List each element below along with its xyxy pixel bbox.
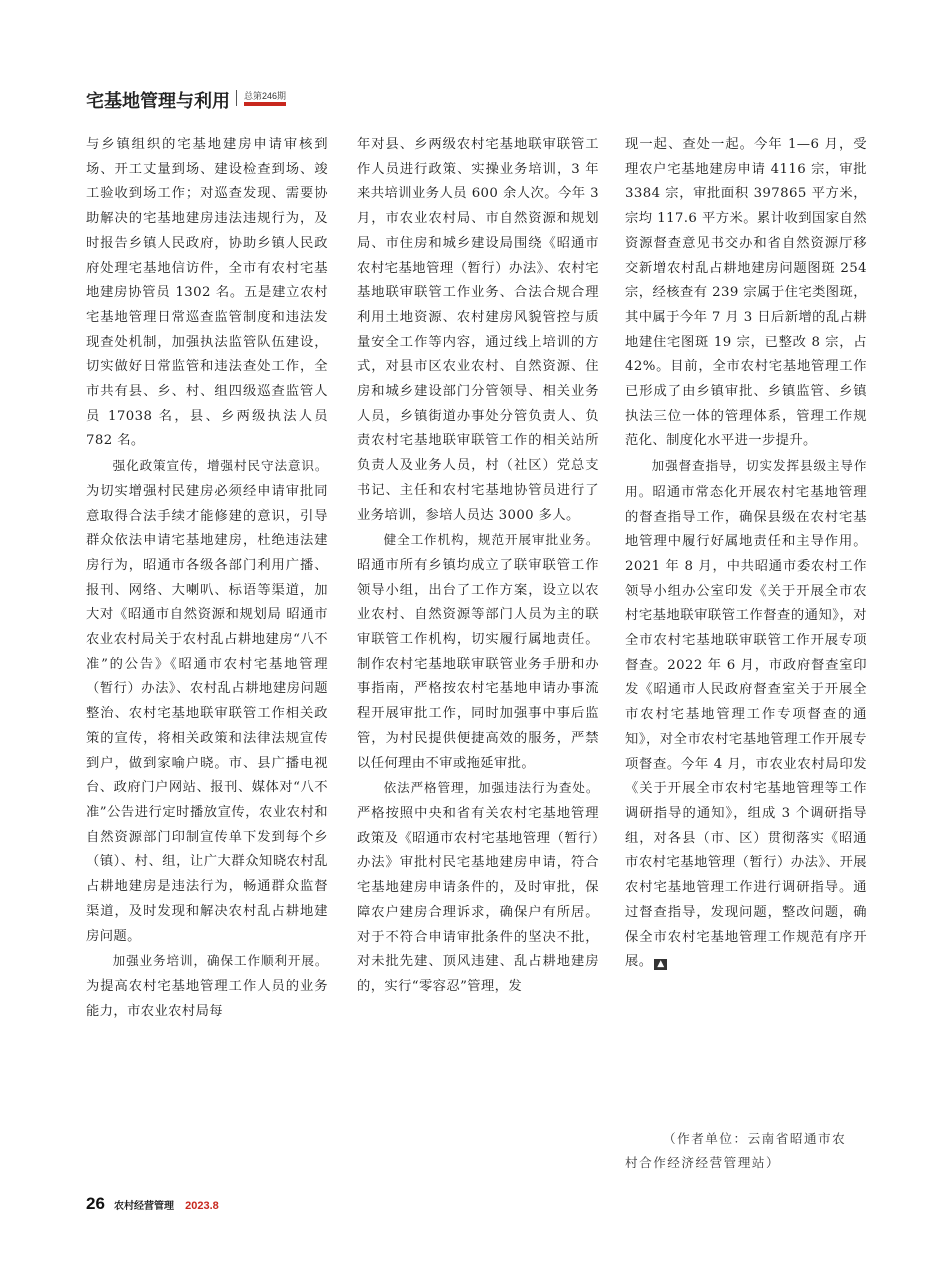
paragraph-lead: 健全工作机构，规范开展审批业务。 bbox=[383, 532, 599, 548]
paragraph-body: 昭通市所有乡镇均成立了联审联管工作领导小组，出台了工作方案，设立以农业农村、自然资源等部门人员为主的联审联管工作机构，切实履行属地责任。制作农村宅基地联审联管业务手册和办事指南，严格按农村宅基地申请办事流程开展审批工作，同时加强事中事后监管，为村民提供便捷高效的服务，严禁以任何理由不审或拖延审批。 bbox=[357, 557, 599, 771]
page-number: 26 bbox=[86, 1194, 105, 1213]
issue-accent-bar bbox=[244, 102, 286, 106]
paragraph-body: 昭通市常态化开展农村宅基地管理的督查指导工作，确保县级在农村宅基地管理中履行好属地责任和主导作用。2021 年 8 月，中共昭通市委农村工作领导小组办公室印发《关于开展全市农村宅基地联审联管工作督查的通知》，对全市农村宅基地联审联管工作开展专项督查。2022 年 6 月，市政府督查室印发《昭通市人民政府督查室关于开展全市农村宅基地管理工作专项督查的通知》，对全市农村宅基地管理工作开展专项督查。今年 4 月，市农业农村局印发《关于开展全市农村宅基地管理等工作调研指导的通知》，组成 3 个调研指导组，对各县（市、区）贯彻落实《昭通市农村宅基地管理（暂行）办法》、开展农村宅基地管理工作进行调研指导。通过督查指导，发现问题，整改问题，确保全市农村宅基地管理工作规范有序开展。 bbox=[625, 484, 868, 970]
author-affiliation bbox=[625, 1127, 867, 1175]
paragraph-body: 严格按照中央和省有关农村宅基地管理政策及《昭通市农村宅基地管理（暂行）办法》审批村民宅基地建房申请，符合宅基地建房申请条件的，及时审批，保障农户建房合理诉求，确保户有所居。对于不符合申请审批条件的坚决不批，对未批先建、顶风违建、乱占耕地建房的，实行“零容忍”管理，发 bbox=[357, 805, 599, 994]
paragraph-lead: 加强督查指导，切实发挥县级主导作用。 bbox=[625, 458, 867, 499]
article-column-1 bbox=[86, 133, 328, 1024]
paragraph bbox=[357, 528, 599, 776]
magazine-name: 农村经营管理 bbox=[114, 1201, 175, 1212]
issue-label: 总第246期 bbox=[244, 91, 287, 101]
paragraph bbox=[625, 454, 867, 975]
paragraph-lead: 强化政策宣传，增强村民守法意识。 bbox=[112, 458, 328, 474]
section-title: 宅基地管理与利用 bbox=[86, 91, 230, 112]
paragraph-body: 为切实增强村民建房必须经申请审批同意取得合法手续才能修建的意识，引导群众依法申请宅基地建房，杜绝违法建房行为，昭通市各级各部门利用广播、报刊、网络、大喇叭、标语等渠道，加大对《昭通市自然资源和规划局 昭通市农业农村局关于农村乱占耕地建房“八不准”的公告》《昭通市农村宅基地管理（暂行）办法》、农村乱占耕地建房问题整治、农村宅基地联审联管工作相关政策的宣传，将相关政策和法律法规宣传到户，做到家喻户晓。市、县广播电视台、政府门户网站、报刊、媒体对“八不准”公告进行定时播放宣传，农业农村和自然资源部门印制宣传单下发到每个乡（镇）、村、组，让广大群众知晓农村乱占耕地建房是违法行为，畅通群众监督渠道，及时发现和解决农村乱占耕地建房问题。 bbox=[86, 483, 328, 944]
end-mark-icon: ▲ bbox=[654, 959, 667, 970]
article-column-2 bbox=[357, 133, 599, 1000]
header-divider bbox=[236, 90, 237, 106]
paragraph: 现一起、查处一起。今年 1—6 月，受理农户宅基地建房申请 4116 宗，审批 3384 宗，审批面积 397865 平方米，宗均 117.6 平方米。累计收到国家自然资源督查意见书交办和省自然资源厅移交新增农村乱占耕地建房问题图斑 254 宗，经核查有 239 宗属于住宅类图斑，其中属于今年 7 月 3 日后新增的乱占耕地建住宅图斑 19 宗，已整改 8 宗，占 42%。目前，全市农村宅基地管理工作已形成了由乡镇审批、乡镇监管、乡镇执法三位一体的管理体系，管理工作规范化、制度化水平进一步提升。 bbox=[625, 137, 867, 449]
paragraph-lead: 依法严格管理，加强违法行为查处。 bbox=[383, 780, 599, 796]
paragraph bbox=[86, 949, 328, 1024]
author-line: （作者单位：云南省昭通市农 bbox=[663, 1131, 847, 1146]
paragraph: 年对县、乡两级农村宅基地联审联管工作人员进行政策、实操业务培训，3 年来共培训业务人员 600 余人次。今年 3 月，市农业农村局、市自然资源和规划局、市住房和城乡建设局围绕《昭通市农村宅基地管理（暂行）办法》、农村宅基地联审联管工作业务、合法合规合理利用土地资源、农村建房风貌管控与质量安全工作等内容，通过线上培训的方式，对县市区农业农村、自然资源、住房和城乡建设部门分管领导、相关业务人员，乡镇街道办事处分管负责人、负责农村宅基地联审联管工作的相关站所负责人及业务人员，村（社区）党总支书记、主任和农村宅基地协管员进行了业务培训，参培人员达 3000 多人。 bbox=[357, 137, 599, 523]
paragraph-body: 为提高农村宅基地管理工作人员的业务能力，市农业农村局每 bbox=[86, 978, 328, 1019]
issue-date: 2023.8 bbox=[185, 1200, 219, 1212]
author-line: 村合作经济经营管理站） bbox=[625, 1155, 781, 1170]
paragraph bbox=[86, 454, 328, 949]
page-footer bbox=[86, 1194, 219, 1214]
paragraph-lead: 加强业务培训，确保工作顺利开展。 bbox=[112, 953, 328, 969]
paragraph: 与乡镇组织的宅基地建房申请审核到场、开工丈量到场、建设检查到场、竣工验收到场工作；对巡查发现、需要协助解决的宅基地建房违法违规行为，及时报告乡镇人民政府，协助乡镇人民政府处理宅基地信访件，全市有农村宅基地建房协管员 1302 名。五是建立农村宅基地管理日常巡查监管制度和违法发现查处机制，加强执法监管队伍建设，切实做好日常监管和违法查处工作，全市共有县、乡、村、组四级巡查监管人员 17038 名，县、乡两级执法人员 782 名。 bbox=[86, 137, 328, 449]
article-column-3 bbox=[625, 133, 867, 975]
paragraph bbox=[357, 776, 599, 999]
